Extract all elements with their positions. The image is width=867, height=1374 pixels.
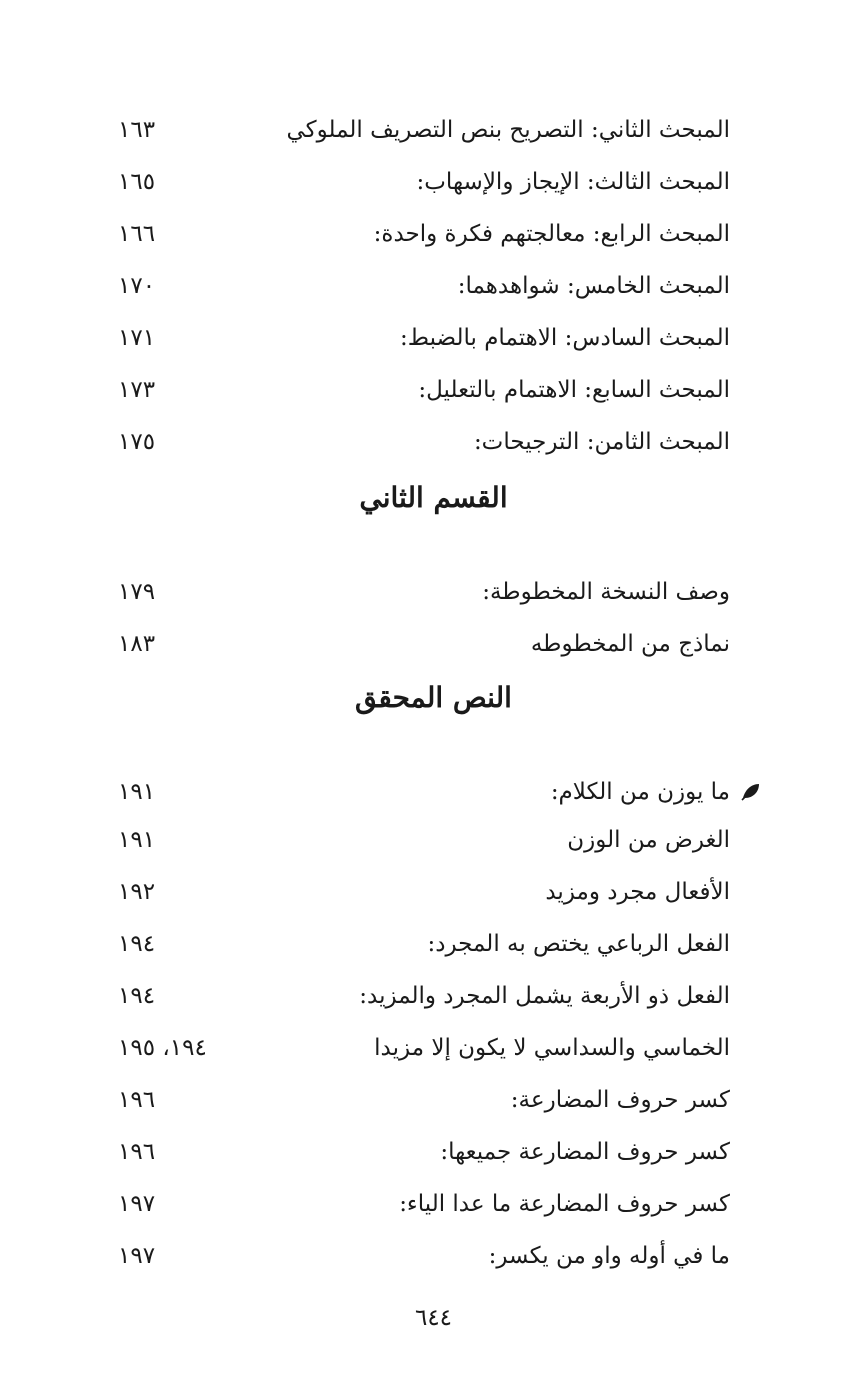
section-heading: القسم الثاني [359,481,508,514]
toc-entry-page: ١٩٧ [118,1191,156,1217]
page-number: ٦٤٤ [414,1305,453,1331]
toc-entry-title: كسر حروف المضارعة ما عدا الياء: [399,1191,730,1217]
toc-entry [0,1184,867,1224]
toc-entry-title: المبحث الرابع: معالجتهم فكرة واحدة: [373,221,730,247]
toc-entry-page: ١٩٤ [118,983,156,1009]
toc-entry-title: المبحث السابع: الاهتمام بالتعليل: [418,377,730,403]
toc-entry [0,1080,867,1120]
toc-entry-page: ١٩٤ [118,931,156,957]
toc-entry-title: نماذج من المخطوطه [530,631,730,657]
toc-entry-page: ١٧٠ [118,273,156,299]
toc-entry [0,1132,867,1172]
section-heading: النص المحقق [355,681,512,714]
toc-entry [0,370,867,410]
toc-entry-title: ما في أوله واو من يكسر: [488,1243,730,1269]
toc-entry-page: ١٩٤، ١٩٥ [118,1035,207,1061]
toc-entry-title: المبحث الثاني: التصريح بنص التصريف الملوكي [286,117,730,143]
toc-entry-title: الغرض من الوزن [567,827,730,853]
toc-entry [0,820,867,860]
toc-entry [0,572,867,612]
toc-entry-page: ١٧٣ [118,377,156,403]
leaf-bullet-icon [741,781,761,801]
toc-entry-title: المبحث الثالث: الإيجاز والإسهاب: [416,169,730,195]
toc-entry-page: ١٩٢ [118,879,156,905]
toc-entry-title: المبحث الثامن: الترجيحات: [473,429,730,455]
toc-entry-title: الفعل الرباعي يختص به المجرد: [427,931,730,957]
toc-entry [0,266,867,306]
toc-entry-title: وصف النسخة المخطوطة: [482,579,730,605]
toc-entry-page: ١٦٣ [118,117,156,143]
toc-entry [0,872,867,912]
toc-entry-page: ١٧٩ [118,579,156,605]
toc-entry-page: ١٦٦ [118,221,156,247]
toc-entry [0,422,867,462]
toc-entry [0,624,867,664]
toc-entry-page: ١٩٦ [118,1139,156,1165]
toc-entry-page: ١٦٥ [118,169,156,195]
toc-entry-title: ما يوزن من الكلام: [550,779,730,805]
toc-entry-title: المبحث السادس: الاهتمام بالضبط: [400,325,730,351]
toc-entry-title: المبحث الخامس: شواهدهما: [457,273,730,299]
toc-entry [0,1236,867,1276]
toc-entry [0,318,867,358]
toc-entry-page: ١٨٣ [118,631,156,657]
toc-entry [0,976,867,1016]
toc-entry [0,214,867,254]
toc-entry-page: ١٩١ [118,827,156,853]
toc-entry-page: ١٩١ [118,779,156,805]
toc-entry [0,162,867,202]
toc-entry-page: ١٩٦ [118,1087,156,1113]
toc-entry [0,772,867,812]
toc-entry-title: الخماسي والسداسي لا يكون إلا مزيدا [374,1035,730,1061]
toc-entry-page: ١٧١ [118,325,156,351]
toc-entry [0,1028,867,1068]
toc-entry-title: الفعل ذو الأربعة يشمل المجرد والمزيد: [359,983,730,1009]
toc-entry [0,924,867,964]
toc-entry-title: كسر حروف المضارعة جميعها: [440,1139,730,1165]
toc-entry-title: كسر حروف المضارعة: [510,1087,730,1113]
toc-entry-title: الأفعال مجرد ومزيد [545,879,730,905]
toc-entry [0,110,867,150]
toc-entry-page: ١٩٧ [118,1243,156,1269]
toc-entry-page: ١٧٥ [118,429,156,455]
